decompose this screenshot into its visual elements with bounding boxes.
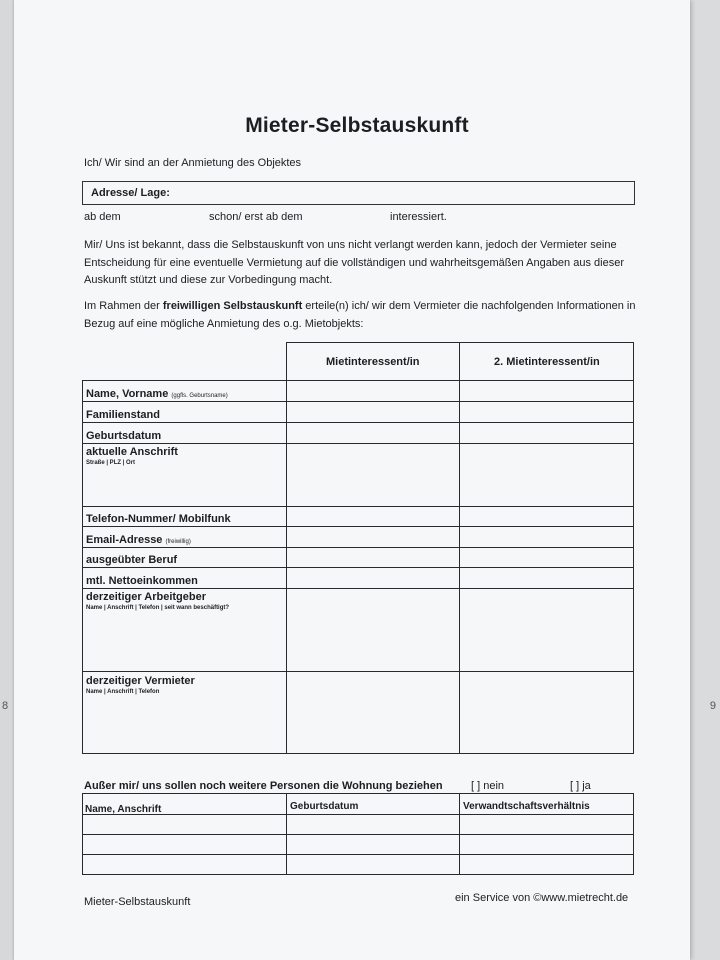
edge-mark-left: 8 <box>2 700 9 712</box>
info-paragraph <box>84 298 644 333</box>
name-label: Name, Vorname <box>86 388 169 400</box>
footer-left: Mieter-Selbstauskunft <box>84 896 191 908</box>
row-divider <box>82 814 634 815</box>
checkbox-nein[interactable]: [ ] nein <box>471 780 505 792</box>
disclaimer-paragraph: Mir/ Uns ist bekannt, dass die Selbstauskunft von uns nicht verlangt werden kann, jedoch der Vermieter seine Entscheidung für eine eventuelle Vermietung auf die vollständigen und wahrheitsgemäßen Angaben aus dieser Auskunft stützt und diese zur Vorbedingung macht. <box>84 239 624 286</box>
row-divider <box>82 526 634 527</box>
row-divider <box>82 422 634 423</box>
date-schon-label: schon/ erst ab dem <box>209 211 303 223</box>
footer-right: ein Service von ©www.mietrecht.de <box>455 892 629 904</box>
table-border <box>82 874 634 875</box>
info-paragraph-end: erteile(n) ich/ wir dem Vermieter die nachfolgenden Informationen in Bezug auf eine mögliche Anmietung des o.g. Mietobjekts: <box>84 300 636 330</box>
row-divider <box>82 588 634 589</box>
column-header-geburtsdatum: Geburtsdatum <box>290 801 359 812</box>
table-border <box>286 342 287 754</box>
tenant-info-table <box>82 342 634 754</box>
row-divider <box>82 547 634 548</box>
row-sub-anschrift: Straße | PLZ | Ort <box>86 460 136 466</box>
background-right <box>690 0 720 960</box>
table-border <box>459 793 460 875</box>
table-border <box>286 342 634 343</box>
table-border <box>82 793 634 794</box>
column-header-2: 2. Mietinteressent/in <box>494 356 600 368</box>
additional-persons-question: Außer mir/ uns sollen noch weitere Personen die Wohnung beziehen <box>84 780 443 792</box>
row-label-telefon: Telefon-Nummer/ Mobilfunk <box>86 513 231 525</box>
row-label-einkommen: mtl. Nettoeinkommen <box>86 575 198 587</box>
row-label-beruf: ausgeübter Beruf <box>86 554 178 566</box>
row-divider <box>82 401 634 402</box>
row-divider <box>82 567 634 568</box>
row-divider <box>82 506 634 507</box>
row-label-arbeitgeber: derzeitiger Arbeitgeber <box>86 591 207 603</box>
row-label-name <box>86 388 228 400</box>
row-label-familienstand: Familienstand <box>86 409 160 421</box>
table-border <box>633 793 634 875</box>
email-note: (freiwillig) <box>165 539 191 545</box>
date-interessiert-label: interessiert. <box>390 211 447 223</box>
row-divider <box>82 854 634 855</box>
info-paragraph-start: Im Rahmen der <box>84 300 163 312</box>
document-title: Mieter-Selbstauskunft <box>245 114 469 137</box>
row-divider <box>82 753 634 754</box>
info-paragraph-bold: freiwilligen Selbstauskunft <box>162 300 303 312</box>
row-divider <box>82 834 634 835</box>
document-sheet <box>14 0 690 960</box>
row-label-vermieter: derzeitiger Vermieter <box>86 675 195 687</box>
address-field[interactable] <box>82 181 635 205</box>
column-header-name: Name, Anschrift <box>85 804 162 815</box>
row-label-email <box>86 534 191 546</box>
table-border <box>633 342 634 754</box>
row-divider <box>82 443 634 444</box>
date-ab-label: ab dem <box>84 211 121 223</box>
row-divider <box>82 380 634 381</box>
table-border <box>82 793 83 875</box>
column-header-verwandtschaft: Verwandtschaftsverhältnis <box>463 801 590 812</box>
email-label: Email-Adresse <box>86 534 163 546</box>
row-sub-vermieter: Name | Anschrift | Telefon <box>86 689 160 695</box>
row-label-geburtsdatum: Geburtsdatum <box>86 430 162 442</box>
background-left <box>0 0 14 960</box>
edge-mark-right: 9 <box>709 700 716 712</box>
address-label: Adresse/ Lage: <box>91 187 170 199</box>
column-header-1: Mietinteressent/in <box>326 356 420 368</box>
row-divider <box>82 671 634 672</box>
table-border <box>286 793 287 875</box>
row-sub-arbeitgeber: Name | Anschrift | Telefon | seit wann beschäftigt? <box>86 605 230 611</box>
intro-text: Ich/ Wir sind an der Anmietung des Objektes <box>84 157 302 169</box>
table-border <box>459 342 460 754</box>
checkbox-ja[interactable]: [ ] ja <box>570 780 591 792</box>
name-note: (ggfls. Geburtsname) <box>171 393 228 399</box>
additional-persons-table <box>82 793 634 875</box>
row-label-anschrift: aktuelle Anschrift <box>86 446 178 458</box>
